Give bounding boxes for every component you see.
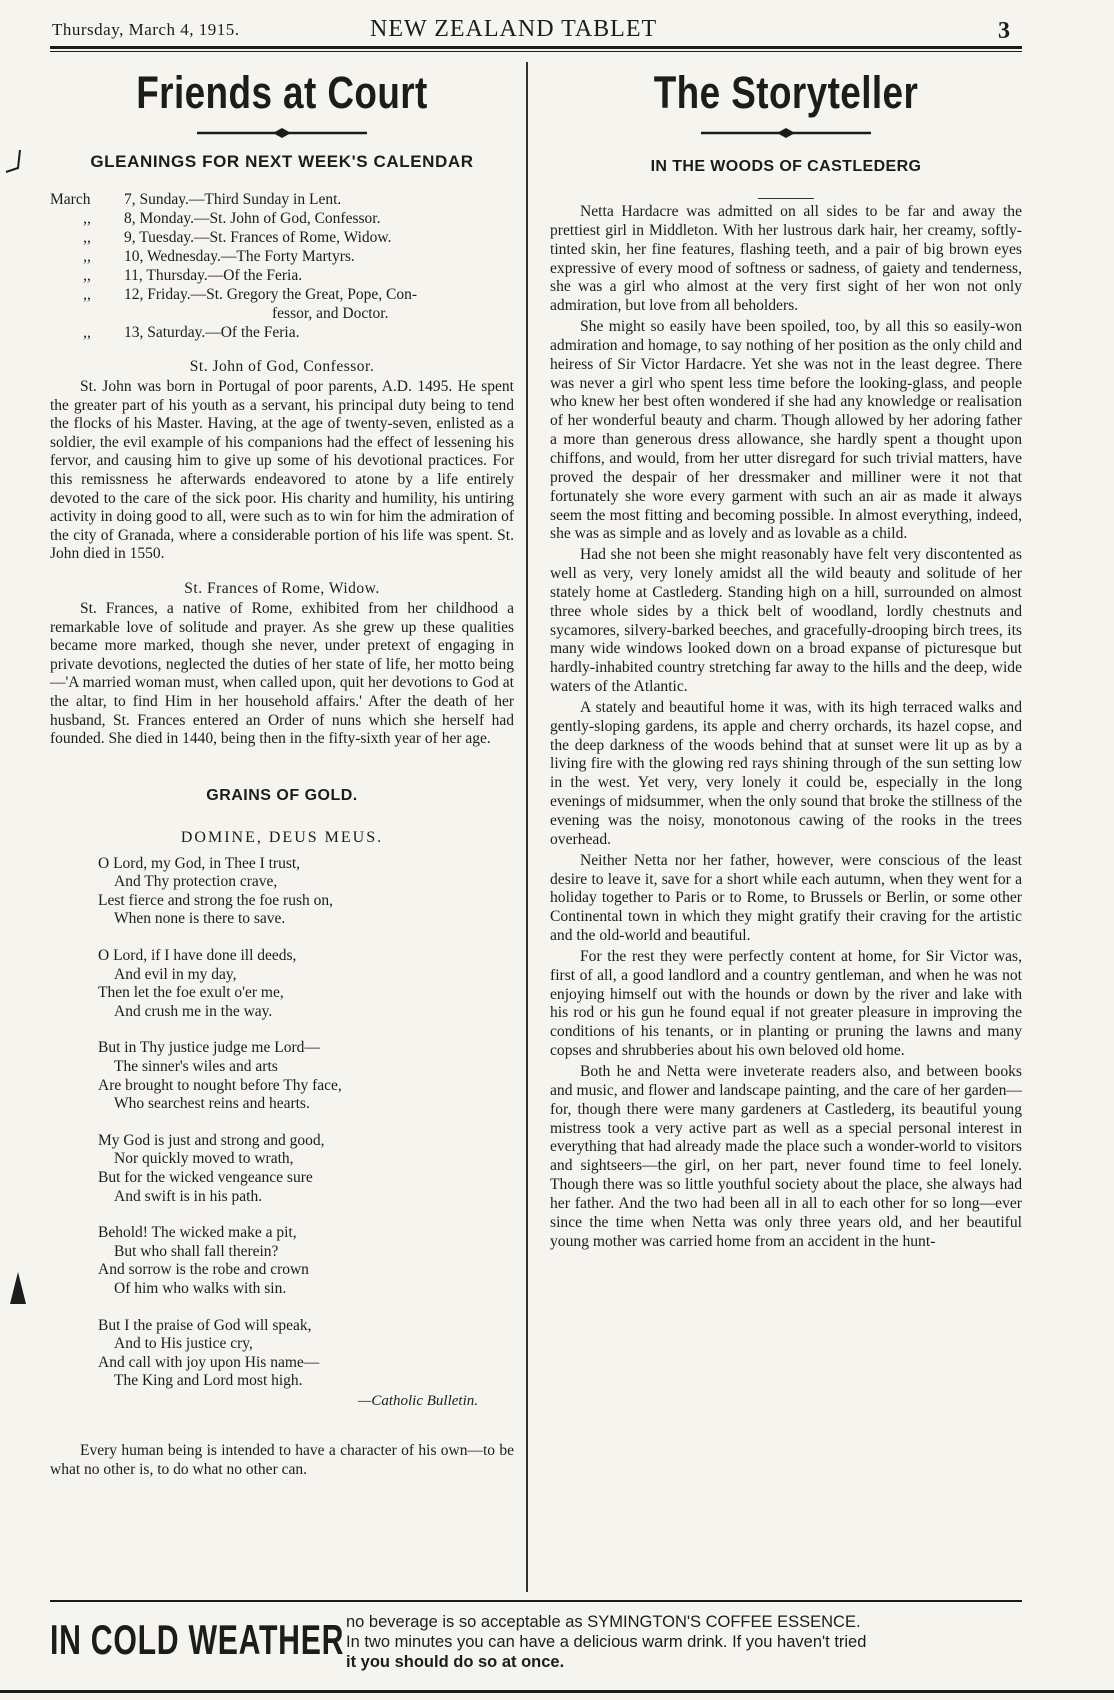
- poem-stanza: [98, 1224, 514, 1298]
- calendar-row-text: 10, Wednesday.—The Forty Martyrs.: [124, 248, 355, 265]
- poem-line: Then let the foe exult o'er me,: [98, 984, 284, 1002]
- poem-line: O Lord, my God, in Thee I trust,: [98, 854, 301, 872]
- poem-stanza: [98, 947, 514, 1021]
- story-paragraph: She might so easily have been spoiled, too, by all this so easily-won admiration and homage, to say nothing of her position as the only child and heiress of Sir Victor Hardacre. Yet she was not in the least degree. There was never a girl who spent less time before the looking-glass, and people who knew her best often wondered if she had any knowledge or realisation of her wonderful beauty and charm. Though allowed by her adoring father a more than generous dress allowance, she hardly spent a thought upon chiffons, and would, from her utter disregard for such trivial matters, have proved the despair of her dressmaker and milliner were it not that fortunately she wore every garment with such an air as made it always seem the most fitting and becoming possible. In almost everything, indeed, she was as simple and as lovely and as lovable as a child.: [550, 318, 1022, 543]
- poem-line: But in Thy justice judge me Lord—: [98, 1039, 320, 1057]
- poem-line: And Thy protection crave,: [114, 873, 278, 891]
- calendar-row-prefix: [50, 304, 124, 323]
- story-paragraph: For the rest they were perfectly content at home, for Sir Victor was, first of all, a good landlord and a country gentleman, and when he was not enjoying himself out with the hounds or down by the river and lake with his rod or his gun he found equal if not greater pleasure in improving the conditions of his tenants, or in planting or pruning the lawns and many copses and shrubberies about his own beloved old home.: [550, 947, 1022, 1060]
- calendar-subheading: GLEANINGS FOR NEXT WEEK'S CALENDAR: [90, 152, 474, 171]
- poem-line: The King and Lord most high.: [114, 1372, 303, 1390]
- masthead-rule: [50, 46, 1022, 49]
- poem-line: When none is there to save.: [114, 910, 286, 928]
- calendar-row: [50, 190, 514, 209]
- ad-line-1: no beverage is so acceptable as SYMINGTON'S COFFEE ESSENCE.: [346, 1613, 861, 1631]
- poem-stanza: [98, 1317, 514, 1391]
- calendar-row-text: fessor, and Doctor.: [272, 305, 389, 322]
- story-title: IN THE WOODS OF CASTLEDERG: [650, 158, 922, 175]
- poem-title: DOMINE, DEUS MEUS.: [180, 828, 384, 846]
- calendar-row-prefix: ,,: [83, 229, 91, 246]
- ad-line-2: In two minutes you can have a delicious warm drink. If you haven't tried: [346, 1633, 867, 1651]
- poem-stanza: [98, 855, 514, 929]
- grains-heading: GRAINS OF GOLD.: [206, 786, 358, 804]
- poem-line: But who shall fall therein?: [114, 1242, 279, 1260]
- poem-line: Of him who walks with sin.: [114, 1279, 287, 1297]
- calendar-row-text: 11, Thursday.—Of the Feria.: [124, 267, 303, 284]
- ornament-rule: [197, 128, 367, 138]
- calendar-row: [50, 247, 514, 266]
- poem-line: Behold! The wicked make a pit,: [98, 1224, 297, 1242]
- short-rule: [758, 198, 814, 199]
- poem-line: Who searchest reins and hearts.: [114, 1095, 310, 1113]
- paper-name: NEW ZEALAND TABLET: [370, 16, 658, 42]
- masthead-rule-thin: [50, 51, 1022, 52]
- poem-line: Are brought to nought before Thy face,: [98, 1076, 342, 1094]
- calendar-row: [50, 228, 514, 247]
- poem: [50, 855, 514, 1391]
- left-heading: Friends at Court: [136, 67, 428, 118]
- calendar-row-prefix: ,,: [83, 324, 91, 341]
- poem-line: Nor quickly moved to wrath,: [114, 1150, 294, 1168]
- left-column: [50, 62, 514, 1479]
- story-paragraph: Neither Netta nor her father, however, were conscious of the least desire to leave it, save for a short while each autumn, when they went for a holiday together to Paris or to Rome, to Brussels or Berlin, or some other Continental town in which they might gratify their craving for the artistic and the old-world and beautiful.: [550, 851, 1022, 945]
- calendar-row: [50, 285, 514, 304]
- calendar-row-text: 7, Sunday.—Third Sunday in Lent.: [124, 191, 342, 208]
- ad-copy: [346, 1612, 1022, 1672]
- story-paragraph: Had she not been she might reasonably have felt very discontented as well as very, very lonely amidst all the wild beauty and solitude of her stately home at Castlederg. Standing high on a hill, surrounded on almost three whole sides by a thick belt of woodland, lordly chestnuts and sycamores, silvery-barked beeches, and gracefully-drooping birch trees, its many wide windows looked down on a broad expanse of picturesque but hardly-inhabited country stretching far away to the hills and the deep, wide waters of the Atlantic.: [550, 546, 1022, 696]
- poem-line: My God is just and strong and good,: [98, 1131, 325, 1149]
- page-number: 3: [998, 18, 1010, 44]
- calendar-row: [50, 304, 514, 323]
- calendar-row: [50, 209, 514, 228]
- calendar-row-text: 12, Friday.—St. Gregory the Great, Pope, Con-: [124, 286, 418, 303]
- section-body-frances: St. Frances, a native of Rome, exhibited from her childhood a remarkable love of solitude and prayer. As she grew up these qualities became more marked, though she never, under pretext of engaging in private devotions, neglected the duties of her state of life, her motto being—'A married woman must, when called upon, quit her devotions to God at the altar, to find Him in her household affairs.' After the death of her husband, St. Frances entered an Order of nuns which she herself had founded. She died in 1440, being then in the fifty-sixth year of her age.: [50, 599, 514, 748]
- poem-line: O Lord, if I have done ill deeds,: [98, 947, 297, 965]
- poem-stanza: [98, 1039, 514, 1113]
- calendar-row-prefix: ,,: [83, 210, 91, 227]
- margin-mark: [6, 1270, 30, 1310]
- poem-line: And sorrow is the robe and crown: [98, 1261, 309, 1279]
- calendar-row-text: 8, Monday.—St. John of God, Confessor.: [124, 210, 381, 227]
- poem-line: But for the wicked vengeance sure: [98, 1169, 313, 1186]
- poem-line: The sinner's wiles and arts: [114, 1058, 278, 1076]
- poem-line: And swift is in his path.: [114, 1187, 263, 1205]
- calendar-row-prefix: ,,: [83, 267, 91, 284]
- calendar-row: [50, 266, 514, 285]
- story-paragraph: A stately and beautiful home it was, with its high terraced walks and gently-sloping gardens, its apple and cherry orchards, its hazel copse, and the deep darkness of the woods behind that at sunset were lit up as by a living fire with the glowing red rays shining through of the sun setting low in the west. Yet very, very lonely it could be, especially in the long evenings of midsummer, when the only sound that broke the stillness of the evening was the noisy, monotonous cawing of the rooks in the trees overhead.: [550, 698, 1022, 848]
- right-heading: The Storyteller: [653, 67, 919, 118]
- calendar-list: [50, 190, 514, 342]
- ad-headline: IN COLD WEATHER: [50, 1616, 345, 1663]
- right-column: [550, 62, 1022, 1251]
- section-title-john: St. John of God, Confessor.: [189, 358, 375, 375]
- calendar-row-text: 9, Tuesday.—St. Frances of Rome, Widow.: [124, 229, 392, 246]
- poem-line: But I the praise of God will speak,: [98, 1316, 312, 1334]
- poem-line: And evil in my day,: [114, 965, 237, 983]
- margin-mark: [4, 146, 30, 176]
- story-paragraph: Netta Hardacre was admitted on all sides to be far and away the prettiest girl in Middleton. With her lustrous dark hair, her creamy, softly-tinted skin, her fine features, flashing teeth, and a pair of big brown eyes expressive of every mood of softness or sadness, of gaiety and tenderness, she was a girl who almost at the very first sight of her won not only admiration, but love from all beholders.: [550, 203, 1022, 315]
- poem-line: Lest fierce and strong the foe rush on,: [98, 891, 334, 909]
- advertisement: [50, 1612, 1022, 1672]
- calendar-row-prefix: March: [50, 191, 91, 208]
- section-body-john: St. John was born in Portugal of poor parents, A.D. 1495. He spent the greater part of his youth as a servant, his principal duty being to tend the flocks of his Master. Having, at the age of twenty-seven, enlisted as a soldier, the evil example of his companions had the effect of lessening his fervor, and causing him to give up some of his devotional practices. For this remissness he afterwards endeavored to atone by a life entirely devoted to the care of the sick poor. His charity and humility, his untiring activity in doing good to all, were such as to win for him the admiration of the city of Granada, where a considerable portion of his life was spent. St. John died in 1550.: [50, 378, 514, 563]
- calendar-row-prefix: ,,: [83, 286, 91, 303]
- poem-stanza: [98, 1132, 514, 1206]
- ad-rule: [50, 1600, 1022, 1602]
- issue-date: Thursday, March 4, 1915.: [52, 20, 240, 39]
- poem-line: And call with joy upon His name—: [98, 1353, 320, 1371]
- masthead: [52, 14, 1018, 44]
- ornament-rule: [701, 128, 871, 138]
- column-divider: [526, 62, 528, 1592]
- poem-line: And to His justice cry,: [114, 1335, 253, 1353]
- section-title-frances: St. Frances of Rome, Widow.: [184, 579, 380, 597]
- page-bottom-rule: [0, 1690, 1114, 1693]
- story-paragraph: Both he and Netta were inveterate readers also, and between books and music, and flower and landscape painting, and the care of her garden—for, though there were many gardeners at Castlederg, its beautiful young mistress took a very active part as well as a special personal interest in everything that had already made the place such a wonder-world to visitors and sightseers—the girl, on her part, never found time to feel lonely. Though there was so little youthful society about the place, she always had her father. And the two had been all in all to each other for so long—ever since the time when Netta was only three years old, and her beautiful young mother was carried home from an accident in the hunt-: [550, 1062, 1022, 1250]
- poem-line: And crush me in the way.: [114, 1002, 273, 1020]
- calendar-row-prefix: ,,: [83, 248, 91, 265]
- calendar-row-text: 13, Saturday.—Of the Feria.: [124, 324, 300, 341]
- poem-attribution: —Catholic Bulletin.: [358, 1392, 478, 1409]
- ad-line-3: it you should do so at once.: [346, 1653, 565, 1671]
- closing-paragraph: Every human being is intended to have a character of his own—to be what no other is, to do what no other can.: [50, 1441, 514, 1478]
- story-body: [550, 203, 1022, 1251]
- calendar-row: [50, 323, 514, 342]
